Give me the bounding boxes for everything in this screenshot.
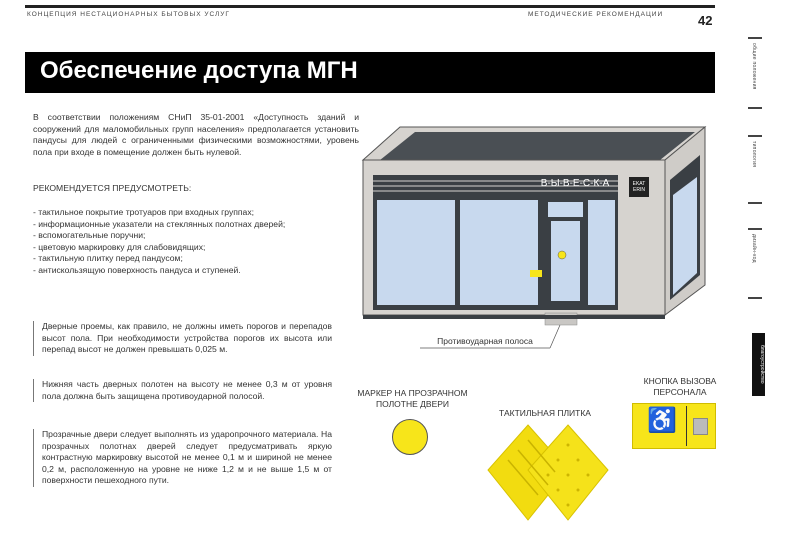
nav-item-typology[interactable]: типология (751, 141, 757, 168)
storefront-illustration (355, 115, 720, 360)
page-title: Обеспечение доступа МГН (40, 57, 358, 84)
kick-plate-callout: Противоударная полоса (437, 336, 533, 346)
list-item: - тактильную плитку перед пандусом; (33, 253, 183, 264)
caption-call-button: КНОПКА ВЫЗОВА ПЕРСОНАЛА (643, 376, 717, 397)
recommend-heading: РЕКОМЕНДУЕТСЯ ПРЕДУСМОТРЕТЬ: (33, 183, 192, 193)
header-right: МЕТОДИЧЕСКИЕ РЕКОМЕНДАЦИИ (528, 11, 664, 18)
header-left: КОНЦЕПЦИЯ НЕСТАЦИОНАРНЫХ БЫТОВЫХ УСЛУГ (27, 11, 230, 18)
call-button (693, 418, 708, 435)
door-marker-circle (392, 419, 428, 455)
list-item: - вспомогательные поручни; (33, 230, 146, 241)
note-transparent-doors: Прозрачные двери следует выполнять из ударопрочного материала. На прозрачных полотнах дверей следует предусматривать яркую контрастную маркировку высотой не менее 0,1 м и шириной не менее 0,2 м, расположенную на уровне не ниже 1,2 м и не выше 1,5 м от поверхности пешеходного пути. (33, 429, 332, 487)
list-item: - информационные указатели на стеклянных полотнах дверей; (33, 218, 286, 229)
svg-text:EKAT: EKAT (632, 181, 646, 187)
caption-marker: МАРКЕР НА ПРОЗРАЧНОМ ПОЛОТНЕ ДВЕРИ (357, 388, 468, 409)
caption-tactile-tile: ТАКТИЛЬНАЯ ПЛИТКА (499, 408, 591, 418)
recommend-list (33, 207, 285, 277)
note-kick-plate: Нижняя часть дверных полотен на высоту не менее 0,3 м от уровня пола должна быть защищена противоударной полосой. (33, 379, 332, 402)
call-button-panel (632, 403, 716, 449)
header-rule (25, 5, 715, 8)
nav-item-landscaping-active[interactable]: благоустройство (752, 333, 765, 396)
tactile-tile-image (483, 420, 613, 525)
intro-paragraph: В соответствии положениям СНиП 35-01-2001 «Доступность зданий и сооружений для маломобильных групп населения» предполагается установить пандусы для людей с ограниченными физическими возможностями, уровень пола при входе в помещение должен быть нулевой. (33, 112, 359, 157)
nav-item-design-code[interactable]: дизайн-код (751, 234, 757, 263)
list-item: - антискользящую поверхность пандуса и ступеней. (33, 264, 241, 275)
list-item: - цветовую маркировку для слабовидящих; (33, 241, 206, 252)
section-nav (748, 35, 768, 435)
note-thresholds: Дверные проемы, как правило, не должны иметь порогов и перепадов высот пола. При необходимости устройства порогов их высота или перепад высот не должен превышать 0,025 м. (33, 321, 332, 356)
page-number: 42 (698, 13, 713, 28)
wheelchair-icon: ♿ (647, 407, 677, 434)
sign-text: В-Ы-В-Е-С-К-А (540, 178, 610, 189)
svg-text:ERIN: ERIN (633, 187, 645, 193)
list-item: - тактильное покрытие тротуаров при входных группах; (33, 207, 255, 217)
nav-item-general[interactable]: общие положения (751, 43, 757, 90)
